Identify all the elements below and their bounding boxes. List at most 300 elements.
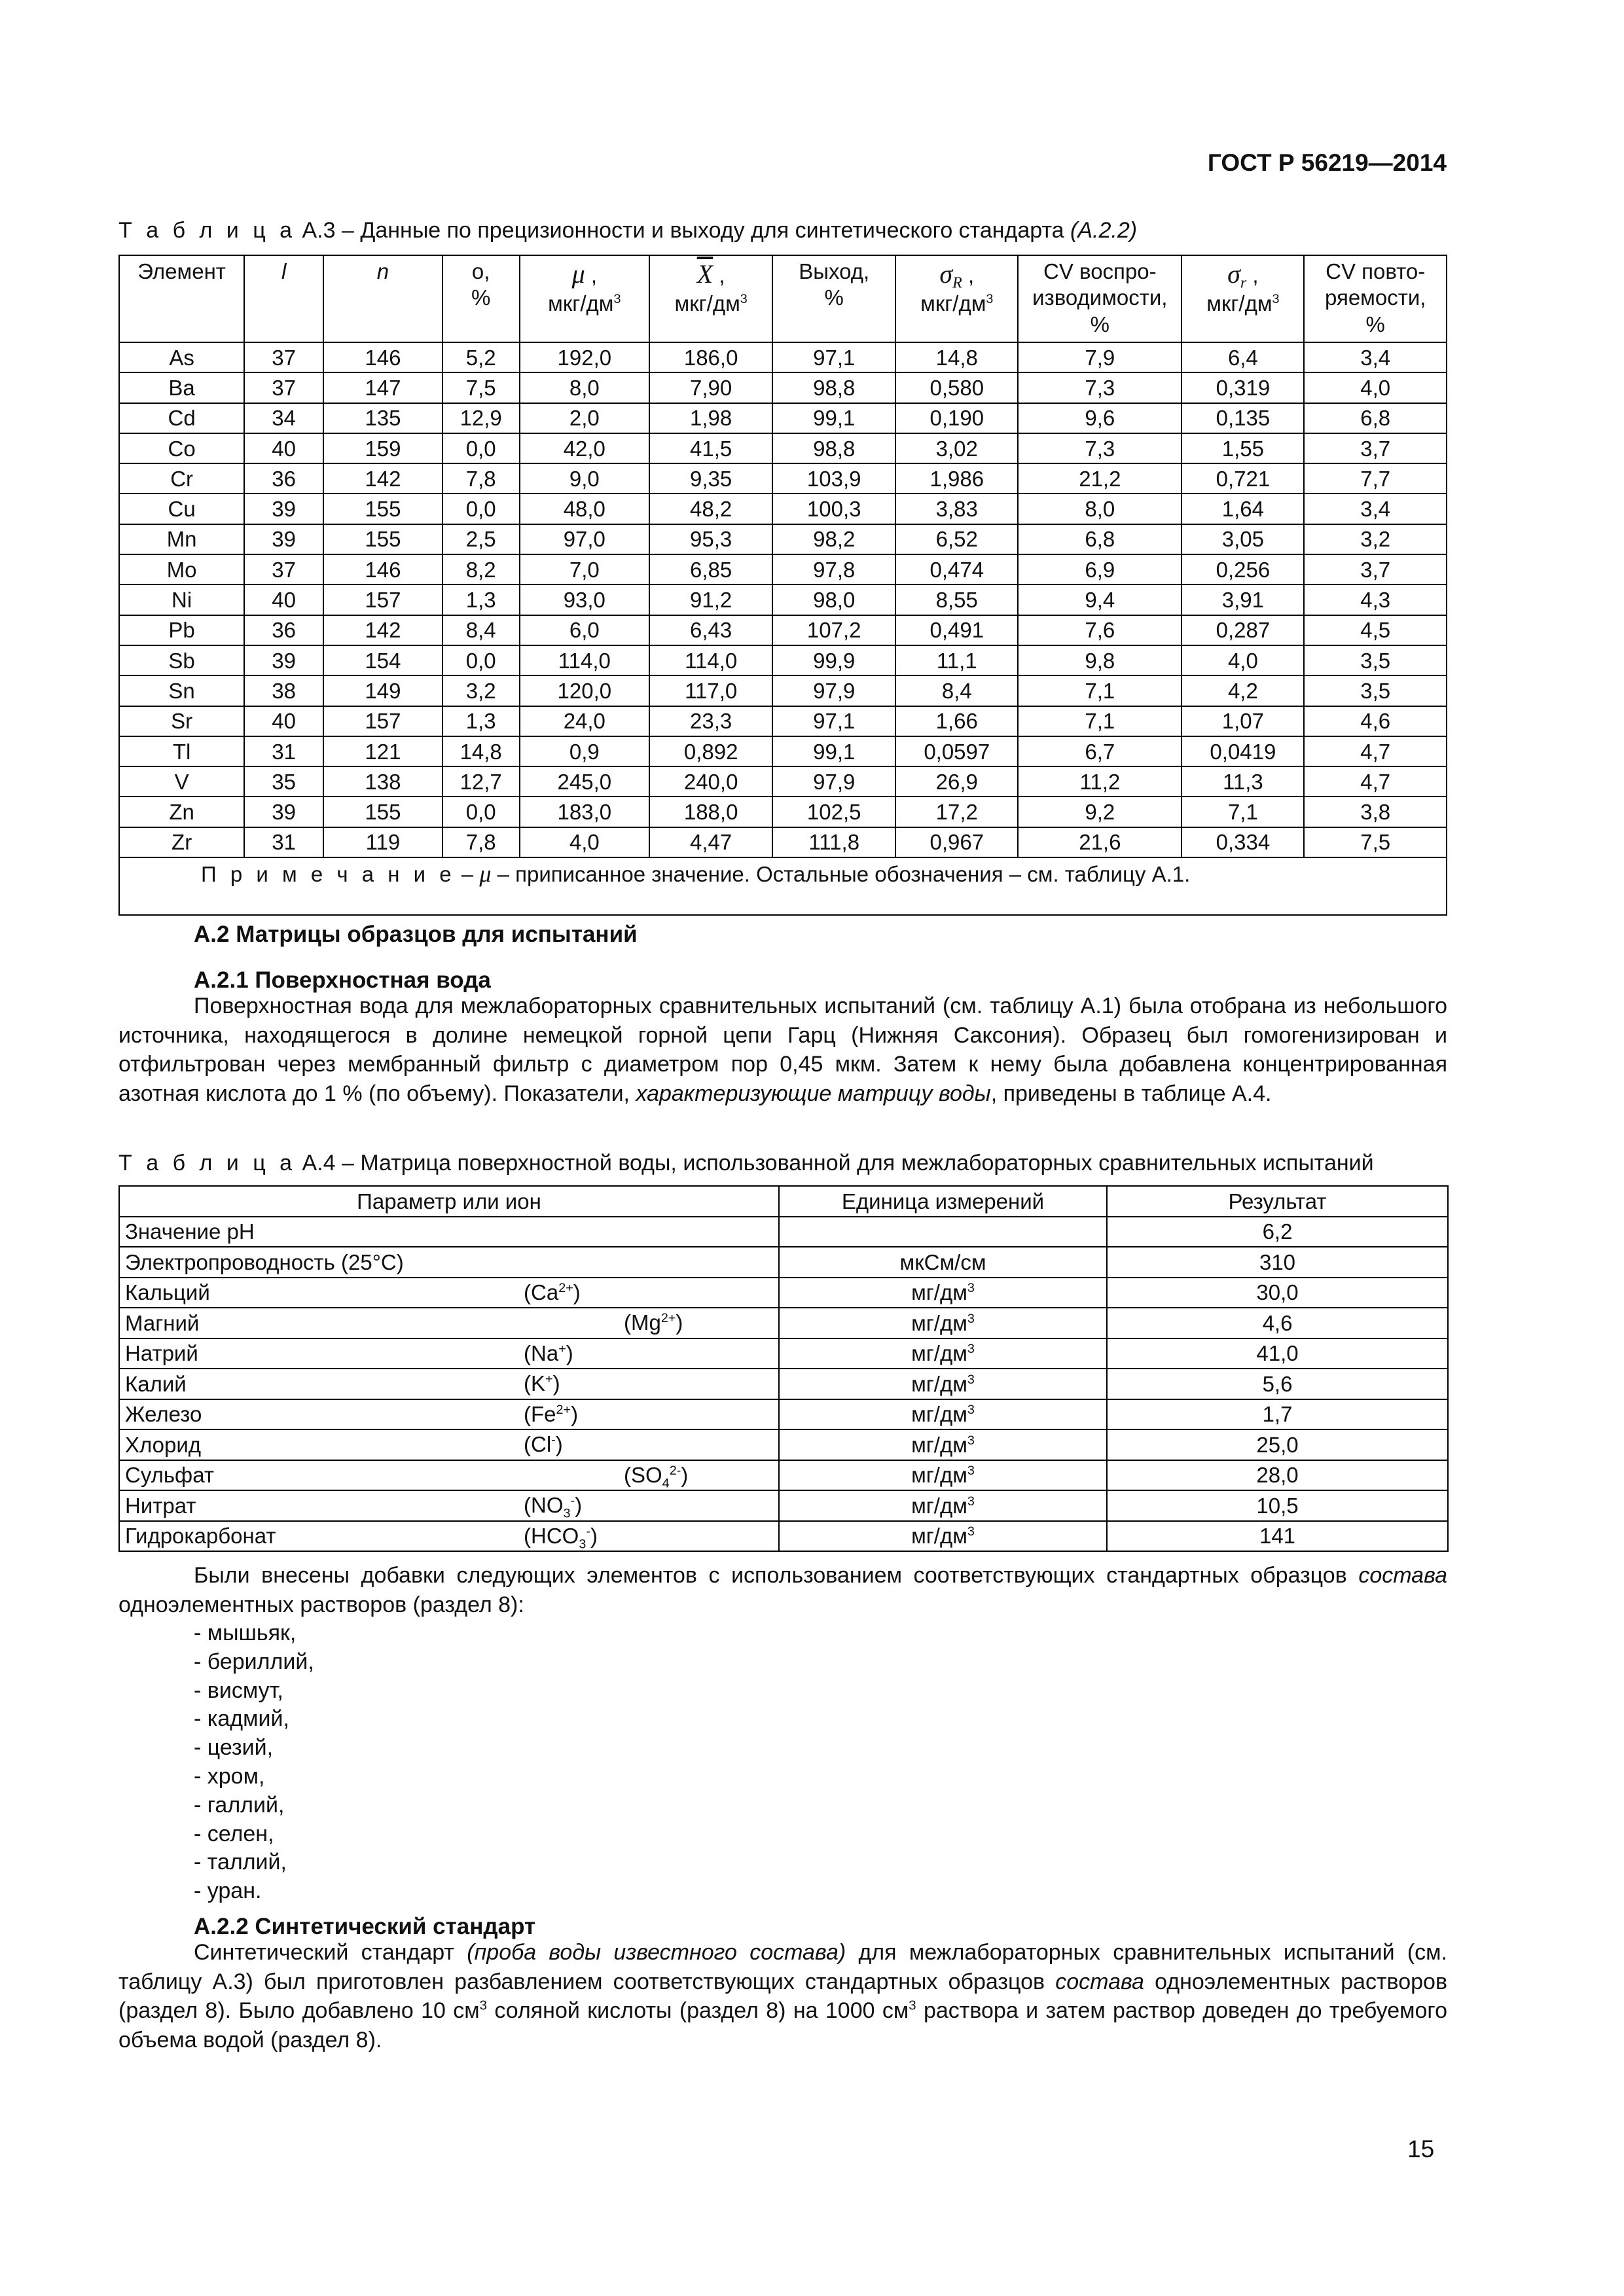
header-o: o, % (442, 255, 520, 342)
header-cv-reproducibility: CV воспро- изводимости, % (1018, 255, 1182, 342)
cell-mu: 24,0 (520, 706, 650, 736)
cell-element: Ni (119, 584, 244, 615)
cell-o: 8,2 (442, 554, 520, 584)
table-a3-note-row (119, 857, 1447, 915)
cell-o: 1,3 (442, 706, 520, 736)
cell-cv-reproducibility: 7,3 (1018, 372, 1182, 403)
ion-formula: $(Ca^{2+})$ (524, 1280, 581, 1304)
cell-cv-repeatability: 6,8 (1304, 403, 1447, 433)
table-a3 (118, 255, 1447, 916)
table-a4 (118, 1185, 1449, 1552)
table-a3-row (119, 493, 1447, 524)
list-item: - бериллий, (194, 1649, 314, 1674)
param-name: Железо (125, 1402, 202, 1427)
cell-sigma-r-small: 11,3 (1182, 766, 1304, 797)
cell-cv-reproducibility: 7,9 (1018, 342, 1182, 372)
document-id: ГОСТ Р 56219—2014 (1207, 149, 1447, 176)
cell-cv-repeatability: 4,5 (1304, 615, 1447, 645)
cell-o: 12,9 (442, 403, 520, 433)
cell-sigma-r-big: 3,02 (895, 433, 1018, 463)
param-name: Натрий (125, 1341, 198, 1366)
cell-unit: мкСм/см (779, 1247, 1107, 1278)
cell-mu: 120,0 (520, 675, 650, 706)
cell-sigma-r-small: 0,721 (1182, 463, 1304, 493)
cell-sigma-r-small: 1,07 (1182, 706, 1304, 736)
cell-cv-reproducibility: 6,7 (1018, 736, 1182, 766)
cell-param (119, 1338, 779, 1369)
cell-xbar: 0,892 (649, 736, 772, 766)
cell-l: 39 (244, 493, 323, 524)
cell-n: 149 (323, 675, 442, 706)
cell-cv-repeatability: 7,7 (1304, 463, 1447, 493)
header-unit: Единица измерений (779, 1186, 1107, 1217)
cell-sigma-r-small: 0,0419 (1182, 736, 1304, 766)
cell-o: 7,5 (442, 372, 520, 403)
table-a3-row (119, 584, 1447, 615)
table-a4-caption (118, 1151, 1374, 1176)
cell-n: 147 (323, 372, 442, 403)
cell-o: 7,8 (442, 463, 520, 493)
cell-sigma-r-small: 7,1 (1182, 797, 1304, 827)
cell-cv-reproducibility: 6,9 (1018, 554, 1182, 584)
cell-l: 37 (244, 372, 323, 403)
cell-element: As (119, 342, 244, 372)
cell-sigma-r-big: 3,83 (895, 493, 1018, 524)
header-n: n (323, 255, 442, 342)
table-a4-row (119, 1278, 1448, 1308)
ion-formula: (Cl-) (524, 1432, 563, 1456)
additives-intro: Были внесены добавки следующих элементов с использованием соответствующих стандартных образцов состава одноэлементных растворов (раздел 8): (118, 1563, 1447, 1617)
table-a4-row (119, 1521, 1448, 1552)
cell-n: 155 (323, 797, 442, 827)
cell-element: Ba (119, 372, 244, 403)
cell-cv-repeatability: 3,4 (1304, 342, 1447, 372)
additives-list (194, 1619, 314, 1906)
cell-unit: $мг/дм^3$ (779, 1308, 1107, 1338)
cell-sigma-r-big: 8,55 (895, 584, 1018, 615)
cell-mu: 183,0 (520, 797, 650, 827)
cell-xbar: 6,43 (649, 615, 772, 645)
cell-result: 6,2 (1107, 1217, 1448, 1247)
section-a22-paragraph: Синтетический стандарт (проба воды известного состава) для межлабораторных сравнительных испытаний (см. таблицу А.3) был приготовлен разбавлением соответствующих стандартных образцов состава одноэлементных растворов (раздел 8). Было добавлено 10 $см^3$ соляной кислоты (раздел 8) на 1000 $см^3$ раствора и затем раствор доведен до требуемого объема водой (раздел 8). (118, 1940, 1448, 2053)
cell-unit: $мг/дм^3$ (779, 1490, 1107, 1521)
cell-yield: 107,2 (772, 615, 895, 645)
cell-yield: 98,2 (772, 524, 895, 554)
table-a3-row (119, 372, 1447, 403)
list-item: - селен, (194, 1821, 274, 1846)
cell-cv-repeatability: 4,3 (1304, 584, 1447, 615)
cell-unit: $мг/дм^3$ (779, 1429, 1107, 1460)
cell-l: 36 (244, 615, 323, 645)
param-name: Гидрокарбонат (125, 1524, 276, 1549)
table-a3-row (119, 645, 1447, 675)
cell-cv-reproducibility: 9,2 (1018, 797, 1182, 827)
cell-element: Sr (119, 706, 244, 736)
cell-sigma-r-small: 1,55 (1182, 433, 1304, 463)
table-a4-row (119, 1460, 1448, 1491)
cell-l: 35 (244, 766, 323, 797)
cell-yield: 97,8 (772, 554, 895, 584)
cell-o: 0,0 (442, 645, 520, 675)
cell-mu: 9,0 (520, 463, 650, 493)
cell-n: 138 (323, 766, 442, 797)
table-a3-row (119, 827, 1447, 857)
cell-sigma-r-small: 4,0 (1182, 645, 1304, 675)
cell-sigma-r-big: 26,9 (895, 766, 1018, 797)
header-yield: Выход, % (772, 255, 895, 342)
cell-sigma-r-big: 17,2 (895, 797, 1018, 827)
cell-mu: 4,0 (520, 827, 650, 857)
cell-cv-reproducibility: 8,0 (1018, 493, 1182, 524)
cell-result: 1,7 (1107, 1399, 1448, 1430)
cell-yield: 102,5 (772, 797, 895, 827)
param-name: Значение pH (125, 1219, 255, 1244)
ion-formula: $(SO_4^{2-})$ (624, 1462, 689, 1491)
cell-yield: 97,1 (772, 706, 895, 736)
cell-l: 31 (244, 736, 323, 766)
cell-sigma-r-small: 0,319 (1182, 372, 1304, 403)
table-a4-header-row (119, 1186, 1448, 1217)
cell-sigma-r-big: 8,4 (895, 675, 1018, 706)
cell-element: Co (119, 433, 244, 463)
ion-formula: $(Mg^{2+})$ (624, 1310, 683, 1335)
cell-element: Mo (119, 554, 244, 584)
cell-xbar: 117,0 (649, 675, 772, 706)
cell-sigma-r-big: 11,1 (895, 645, 1018, 675)
table-a3-row (119, 433, 1447, 463)
cell-result: 5,6 (1107, 1369, 1448, 1399)
cell-param (119, 1521, 779, 1552)
cell-element: Pb (119, 615, 244, 645)
cell-sigma-r-small: 6,4 (1182, 342, 1304, 372)
cell-param (119, 1278, 779, 1308)
cell-sigma-r-big: 0,580 (895, 372, 1018, 403)
param-name: Нитрат (125, 1493, 196, 1518)
cell-cv-repeatability: 4,7 (1304, 736, 1447, 766)
cell-yield: 99,1 (772, 403, 895, 433)
list-item: - уран. (194, 1878, 262, 1904)
cell-xbar: 186,0 (649, 342, 772, 372)
cell-yield: 103,9 (772, 463, 895, 493)
cell-cv-reproducibility: 7,1 (1018, 706, 1182, 736)
table-a4-row (119, 1217, 1448, 1247)
cell-cv-reproducibility: 6,8 (1018, 524, 1182, 554)
param-name: Сульфат (125, 1463, 214, 1488)
cell-n: 155 (323, 524, 442, 554)
page-number: 15 (1407, 2136, 1435, 2162)
cell-cv-repeatability: 3,7 (1304, 554, 1447, 584)
cell-cv-repeatability: 3,7 (1304, 433, 1447, 463)
cell-mu: 97,0 (520, 524, 650, 554)
cell-l: 36 (244, 463, 323, 493)
cell-yield: 97,9 (772, 675, 895, 706)
caption-prefix: Т а б л и ц а (118, 218, 297, 243)
cell-sigma-r-big: 0,491 (895, 615, 1018, 645)
caption-prefix: Т а б л и ц а (118, 1151, 297, 1175)
cell-unit: $мг/дм^3$ (779, 1521, 1107, 1552)
cell-xbar: 6,85 (649, 554, 772, 584)
param-name: Магний (125, 1310, 200, 1335)
cell-cv-reproducibility: 21,2 (1018, 463, 1182, 493)
cell-n: 155 (323, 493, 442, 524)
cell-cv-repeatability: 3,2 (1304, 524, 1447, 554)
cell-result: 141 (1107, 1521, 1448, 1552)
section-a21-title: А.2.1 Поверхностная вода (194, 967, 491, 993)
list-item: - мышьяк, (194, 1621, 297, 1645)
cell-o: 2,5 (442, 524, 520, 554)
cell-o: 7,8 (442, 827, 520, 857)
cell-o: 12,7 (442, 766, 520, 797)
cell-param (119, 1217, 779, 1247)
cell-unit: $мг/дм^3$ (779, 1338, 1107, 1369)
cell-param (119, 1247, 779, 1278)
cell-mu: 42,0 (520, 433, 650, 463)
cell-o: 0,0 (442, 797, 520, 827)
cell-element: Mn (119, 524, 244, 554)
cell-n: 142 (323, 463, 442, 493)
list-item: - висмут, (194, 1677, 283, 1703)
table-a4-row (119, 1369, 1448, 1399)
cell-sigma-r-big: 6,52 (895, 524, 1018, 554)
cell-n: 146 (323, 342, 442, 372)
cell-mu: 6,0 (520, 615, 650, 645)
cell-o: 8,4 (442, 615, 520, 645)
table-a3-header-row (119, 255, 1447, 342)
cell-sigma-r-big: 14,8 (895, 342, 1018, 372)
cell-result: 4,6 (1107, 1308, 1448, 1338)
cell-mu: 114,0 (520, 645, 650, 675)
cell-cv-reproducibility: 7,3 (1018, 433, 1182, 463)
cell-cv-repeatability: 4,6 (1304, 706, 1447, 736)
cell-unit: $мг/дм^3$ (779, 1399, 1107, 1430)
cell-unit (779, 1217, 1107, 1247)
header-element: Элемент (119, 255, 244, 342)
cell-n: 119 (323, 827, 442, 857)
caption-text: А.3 – Данные по прецизионности и выходу для синтетического стандарта (296, 218, 1071, 243)
table-a3-row (119, 554, 1447, 584)
cell-sigma-r-small: 0,334 (1182, 827, 1304, 857)
cell-cv-reproducibility: 9,6 (1018, 403, 1182, 433)
table-a4-row (119, 1247, 1448, 1278)
cell-xbar: 240,0 (649, 766, 772, 797)
cell-cv-reproducibility: 7,6 (1018, 615, 1182, 645)
cell-element: Tl (119, 736, 244, 766)
cell-result: 10,5 (1107, 1490, 1448, 1521)
cell-yield: 98,0 (772, 584, 895, 615)
param-name: Кальций (125, 1280, 210, 1305)
cell-sigma-r-small: 1,64 (1182, 493, 1304, 524)
cell-element: V (119, 766, 244, 797)
cell-sigma-r-small: 3,05 (1182, 524, 1304, 554)
cell-cv-repeatability: 7,5 (1304, 827, 1447, 857)
table-a3-row (119, 797, 1447, 827)
cell-o: 0,0 (442, 433, 520, 463)
section-a21-paragraph: Поверхностная вода для межлабораторных сравнительных испытаний (см. таблицу А.1) была отобрана из небольшого источника, находящегося в долине немецкой горной цепи Гарц (Нижняя Саксония). Образец был гомогенизирован и отфильтрован через мембранный фильтр с диаметром пор 0,45 мкм. Затем к нему была добавлена концентрированная азотная кислота до 1 % (по объему). Показатели, характеризующие матрицу воды, приведены в таблице А.4. (118, 994, 1447, 1106)
cell-yield: 98,8 (772, 433, 895, 463)
cell-cv-repeatability: 4,0 (1304, 372, 1447, 403)
cell-result: 310 (1107, 1247, 1448, 1278)
cell-l: 40 (244, 433, 323, 463)
cell-mu: 8,0 (520, 372, 650, 403)
cell-xbar: 23,3 (649, 706, 772, 736)
list-item: - галлий, (194, 1792, 285, 1818)
cell-n: 157 (323, 706, 442, 736)
cell-result: 25,0 (1107, 1429, 1448, 1460)
cell-sigma-r-small: 0,256 (1182, 554, 1304, 584)
list-item: - таллий, (194, 1850, 287, 1875)
table-a3-row (119, 463, 1447, 493)
cell-xbar: 9,35 (649, 463, 772, 493)
header-sigma-r-small: $\sigma_r$ , мкг/$дм^3$ (1182, 255, 1304, 342)
cell-element: Zr (119, 827, 244, 857)
cell-xbar: 1,98 (649, 403, 772, 433)
cell-xbar: 41,5 (649, 433, 772, 463)
cell-l: 37 (244, 342, 323, 372)
cell-n: 121 (323, 736, 442, 766)
ion-formula: $(Fe^{2+})$ (524, 1401, 579, 1426)
table-a3-caption (118, 218, 1137, 243)
param-name: Хлорид (125, 1432, 202, 1457)
cell-xbar: 48,2 (649, 493, 772, 524)
param-name: Калий (125, 1371, 187, 1396)
list-item: - хром, (194, 1763, 265, 1789)
cell-mu: 48,0 (520, 493, 650, 524)
header-l: l (244, 255, 323, 342)
cell-unit: $мг/дм^3$ (779, 1460, 1107, 1491)
table-a3-row (119, 615, 1447, 645)
table-a3-row (119, 403, 1447, 433)
ion-formula: (Na+) (524, 1340, 573, 1365)
header-sigma-r-big: $\sigma_R$ , мкг/$дм^3$ (895, 255, 1018, 342)
cell-cv-repeatability: 4,7 (1304, 766, 1447, 797)
cell-result: 41,0 (1107, 1338, 1448, 1369)
cell-yield: 100,3 (772, 493, 895, 524)
cell-sigma-r-small: 0,135 (1182, 403, 1304, 433)
cell-element: Cu (119, 493, 244, 524)
cell-sigma-r-small: 4,2 (1182, 675, 1304, 706)
cell-unit: $мг/дм^3$ (779, 1278, 1107, 1308)
cell-xbar: 114,0 (649, 645, 772, 675)
cell-param (119, 1429, 779, 1460)
cell-l: 39 (244, 645, 323, 675)
header-cv-repeatability: CV повто- ряемости, % (1304, 255, 1447, 342)
cell-element: Sb (119, 645, 244, 675)
cell-n: 142 (323, 615, 442, 645)
cell-o: 5,2 (442, 342, 520, 372)
cell-l: 39 (244, 524, 323, 554)
table-a4-row (119, 1490, 1448, 1521)
table-a4-row (119, 1429, 1448, 1460)
cell-cv-repeatability: 3,8 (1304, 797, 1447, 827)
cell-sigma-r-small: 3,91 (1182, 584, 1304, 615)
ion-formula: (K+) (524, 1371, 560, 1395)
cell-xbar: 95,3 (649, 524, 772, 554)
cell-sigma-r-big: 0,190 (895, 403, 1018, 433)
cell-sigma-r-big: 1,66 (895, 706, 1018, 736)
caption-text: А.4 – Матрица поверхностной воды, использованной для межлабораторных сравнительных испытаний (296, 1151, 1374, 1175)
cell-yield: 97,1 (772, 342, 895, 372)
cell-l: 31 (244, 827, 323, 857)
table-a4-row (119, 1399, 1448, 1430)
cell-mu: 7,0 (520, 554, 650, 584)
table-a3-row (119, 524, 1447, 554)
cell-element: Cr (119, 463, 244, 493)
ion-formula: $(NO_3^-)$ (524, 1493, 583, 1521)
cell-n: 146 (323, 554, 442, 584)
table-a3-row (119, 736, 1447, 766)
cell-param (119, 1399, 779, 1430)
cell-l: 39 (244, 797, 323, 827)
section-a22-title: А.2.2 Синтетический стандарт (194, 1914, 536, 1939)
cell-param (119, 1308, 779, 1338)
cell-element: Zn (119, 797, 244, 827)
cell-cv-repeatability: 3,5 (1304, 675, 1447, 706)
ion-formula: $(HCO_3^-)$ (524, 1523, 598, 1552)
cell-o: 1,3 (442, 584, 520, 615)
cell-n: 154 (323, 645, 442, 675)
cell-yield: 99,1 (772, 736, 895, 766)
cell-mu: 192,0 (520, 342, 650, 372)
section-a2-title: А.2 Матрицы образцов для испытаний (194, 922, 638, 947)
header-mu: μ , мкг/$дм^3$ (520, 255, 650, 342)
cell-sigma-r-small: 0,287 (1182, 615, 1304, 645)
cell-param (119, 1490, 779, 1521)
cell-n: 157 (323, 584, 442, 615)
cell-l: 37 (244, 554, 323, 584)
cell-xbar: 188,0 (649, 797, 772, 827)
cell-l: 38 (244, 675, 323, 706)
table-a3-row (119, 675, 1447, 706)
cell-o: 0,0 (442, 493, 520, 524)
cell-sigma-r-big: 1,986 (895, 463, 1018, 493)
cell-xbar: 91,2 (649, 584, 772, 615)
cell-yield: 99,9 (772, 645, 895, 675)
cell-cv-repeatability: 3,4 (1304, 493, 1447, 524)
cell-param (119, 1369, 779, 1399)
table-a4-row (119, 1308, 1448, 1338)
cell-l: 40 (244, 706, 323, 736)
header-xbar: $\overline{X}$ , мкг/$дм^3$ (649, 255, 772, 342)
cell-sigma-r-big: 0,474 (895, 554, 1018, 584)
cell-result: 28,0 (1107, 1460, 1448, 1491)
cell-o: 14,8 (442, 736, 520, 766)
cell-cv-reproducibility: 7,1 (1018, 675, 1182, 706)
cell-n: 159 (323, 433, 442, 463)
table-a3-row (119, 706, 1447, 736)
cell-n: 135 (323, 403, 442, 433)
cell-cv-reproducibility: 9,8 (1018, 645, 1182, 675)
cell-yield: 98,8 (772, 372, 895, 403)
cell-cv-reproducibility: 21,6 (1018, 827, 1182, 857)
cell-element: Sn (119, 675, 244, 706)
cell-yield: 97,9 (772, 766, 895, 797)
cell-xbar: 4,47 (649, 827, 772, 857)
cell-cv-reproducibility: 9,4 (1018, 584, 1182, 615)
cell-xbar: 7,90 (649, 372, 772, 403)
cell-l: 34 (244, 403, 323, 433)
cell-result: 30,0 (1107, 1278, 1448, 1308)
table-a4-row (119, 1338, 1448, 1369)
table-a3-row (119, 342, 1447, 372)
list-item: - кадмий, (194, 1706, 289, 1732)
list-item: - цезий, (194, 1735, 274, 1761)
cell-l: 40 (244, 584, 323, 615)
cell-mu: 2,0 (520, 403, 650, 433)
cell-sigma-r-big: 0,967 (895, 827, 1018, 857)
cell-element: Cd (119, 403, 244, 433)
cell-sigma-r-big: 0,0597 (895, 736, 1018, 766)
cell-cv-repeatability: 3,5 (1304, 645, 1447, 675)
